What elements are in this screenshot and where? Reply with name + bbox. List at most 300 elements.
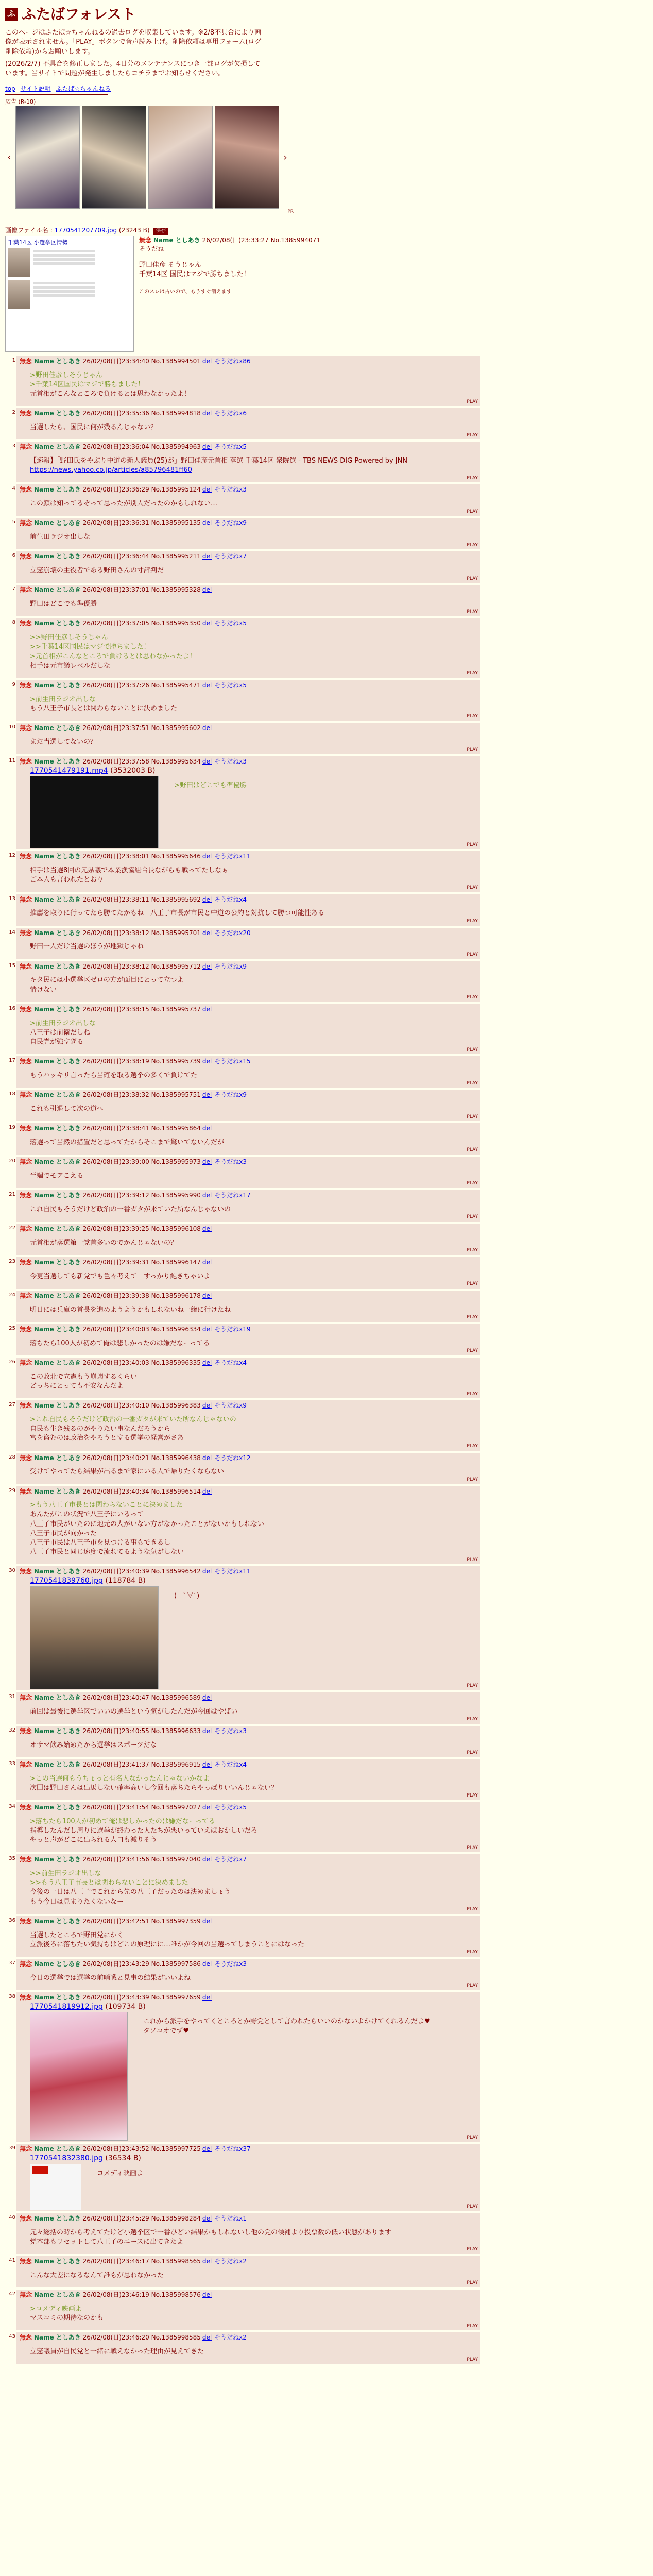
reply-del-link[interactable]: del: [202, 681, 212, 689]
reply-no[interactable]: No.1385996514: [151, 1487, 201, 1495]
reply-del-link[interactable]: del: [202, 962, 212, 970]
reply-subject: 無念: [20, 1568, 32, 1575]
reply-del-link[interactable]: del: [202, 1402, 212, 1410]
notice-text-2: (2026/2/7) 不具合を修正しました。4日分のメンテナンスにつき一部ログが欠損しています。当サイトで問題が発生しましたらコチラまでお知らせください。: [5, 60, 261, 77]
reply-del-link[interactable]: del: [202, 929, 212, 937]
reply-quote: >前生田ラジオ出しな: [30, 1019, 96, 1027]
play-button[interactable]: PLAY: [467, 1793, 478, 1799]
play-button[interactable]: PLAY: [467, 885, 478, 891]
reply-del-link[interactable]: del: [202, 2214, 212, 2222]
reply-file-info: [20, 2002, 477, 2012]
reply-del-link[interactable]: del: [202, 1359, 212, 1366]
reply-no[interactable]: No.1385995211: [151, 553, 201, 561]
reply-row: [5, 1566, 648, 1690]
play-button[interactable]: PLAY: [467, 1047, 478, 1053]
reply-no[interactable]: No.1385995692: [151, 895, 201, 903]
reply-name: Name としあき: [33, 2257, 81, 2265]
reply-index: 38: [9, 1994, 15, 2000]
reply-name: Name としあき: [33, 929, 81, 937]
play-button[interactable]: PLAY: [467, 1683, 478, 1689]
play-button[interactable]: PLAY: [467, 1750, 478, 1756]
reply-del-link[interactable]: del: [202, 553, 212, 561]
banner-image[interactable]: [82, 106, 146, 209]
reply-no[interactable]: No.1385995864: [151, 1125, 201, 1132]
reply-del-link[interactable]: del: [202, 443, 212, 451]
reply-del-link[interactable]: del: [202, 2291, 212, 2298]
play-button[interactable]: PLAY: [467, 2357, 478, 2362]
op-file-link[interactable]: 1770541207709.jpg: [54, 226, 117, 234]
reply-del-link[interactable]: del: [202, 1760, 212, 1768]
reply-date: 26/02/08(日)23:39:31: [82, 1259, 149, 1266]
reply-row: [5, 1056, 648, 1088]
reply-no[interactable]: No.1385995737: [151, 1005, 201, 1013]
reply-sodane[interactable]: そうだねx7: [214, 553, 247, 561]
reply-row: [5, 928, 648, 959]
reply-del-link[interactable]: del: [202, 1125, 212, 1132]
play-button[interactable]: PLAY: [467, 952, 478, 957]
reply-text: 野田はどこでも準優勝: [30, 600, 97, 608]
play-button[interactable]: PLAY: [467, 1214, 478, 1220]
reply-header: [20, 724, 477, 733]
reply-no[interactable]: No.1385998284: [151, 2214, 201, 2222]
reply-post: [16, 1759, 480, 1800]
reply-no[interactable]: No.1385995990: [151, 1192, 201, 1199]
image-thumbnail[interactable]: [30, 2164, 81, 2210]
reply-del-link[interactable]: del: [202, 2145, 212, 2153]
reply-del-link[interactable]: del: [202, 895, 212, 903]
reply-sodane[interactable]: そうだねx1: [214, 2214, 247, 2222]
reply-file-info: [20, 2154, 477, 2164]
reply-del-link[interactable]: del: [202, 1259, 212, 1266]
reply-text: 指導したんだし周りに選挙が終わった人たちが悪いっていえばおかしいだろ やっと声がどこに出られる人口も減りそう: [30, 1826, 257, 1844]
nav-about-link[interactable]: サイト説明: [20, 85, 51, 93]
reply-no[interactable]: No.1385994501: [151, 357, 201, 365]
play-button[interactable]: PLAY: [467, 747, 478, 753]
play-button[interactable]: PLAY: [467, 919, 478, 924]
reply-text: 【速報】「野田氏をやぶり中道の新人議員(25)が」野田佳彦元首相 落選 千葉14区 衆院選 - TBS NEWS DIG Powered by JNN: [30, 457, 408, 465]
reply-sodane[interactable]: そうだねx2: [214, 2257, 247, 2265]
reply-name: Name としあき: [33, 1693, 81, 1701]
reply-no[interactable]: No.1385996542: [151, 1568, 201, 1575]
reply-no[interactable]: No.1385998576: [151, 2291, 201, 2298]
reply-no[interactable]: No.1385997359: [151, 1917, 201, 1925]
reply-text: これ自民もそうだけど政治の一番ガタが来ていた所なんじゃないの: [30, 1205, 231, 1213]
reply-sodane[interactable]: そうだねx4: [214, 895, 247, 903]
reply-header: [20, 2214, 477, 2223]
reply-date: 26/02/08(日)23:40:10: [82, 1402, 149, 1410]
reply-del-link[interactable]: del: [202, 758, 212, 766]
reply-no[interactable]: No.1385998585: [151, 2334, 201, 2342]
op-sodane[interactable]: そうだね: [139, 245, 164, 252]
reply-sodane[interactable]: そうだねx3: [214, 486, 247, 494]
reply-no[interactable]: No.1385996178: [151, 1292, 201, 1300]
reply-row: [5, 756, 648, 849]
reply-row: [5, 1324, 648, 1355]
reply-file-link[interactable]: 1770541479191.mp4: [30, 766, 108, 775]
reply-subject: 無念: [20, 1125, 32, 1132]
reply-no[interactable]: No.1385994963: [151, 443, 201, 451]
play-button[interactable]: PLAY: [467, 842, 478, 848]
reply-subject: 無念: [20, 1005, 32, 1013]
reply-no[interactable]: No.1385996589: [151, 1693, 201, 1701]
reply-quote: >前生田ラジオ出しな: [30, 695, 96, 703]
video-thumbnail[interactable]: [30, 776, 159, 848]
reply-no[interactable]: No.1385996335: [151, 1359, 201, 1366]
reply-no[interactable]: No.1385996334: [151, 1326, 201, 1333]
reply-no[interactable]: No.1385998565: [151, 2257, 201, 2265]
op-content: [139, 236, 320, 352]
reply-index: 23: [9, 1259, 15, 1265]
reply-no[interactable]: No.1385995973: [151, 1158, 201, 1166]
reply-row: [5, 585, 648, 616]
reply-sodane[interactable]: そうだねx5: [214, 620, 247, 628]
play-button[interactable]: PLAY: [467, 509, 478, 514]
reply-subject: 無念: [20, 486, 32, 494]
reply-file-link[interactable]: 1770541819912.jpg: [30, 2002, 103, 2011]
reply-no[interactable]: No.1385997040: [151, 1856, 201, 1863]
play-button[interactable]: PLAY: [467, 432, 478, 438]
reply-del-link[interactable]: del: [202, 1856, 212, 1863]
reply-subject: 無念: [20, 929, 32, 937]
reply-file-size: (118784 B): [105, 1577, 146, 1585]
reply-row: [5, 1123, 648, 1155]
reply-file-info: [20, 766, 477, 776]
reply-sodane[interactable]: そうだねx5: [214, 1803, 247, 1811]
play-button[interactable]: PLAY: [467, 1845, 478, 1851]
reply-body: [20, 1267, 477, 1287]
banner-next-icon[interactable]: ›: [283, 151, 287, 163]
reply-sodane[interactable]: そうだねx6: [214, 410, 247, 417]
play-button[interactable]: PLAY: [467, 1907, 478, 1912]
reply-del-link[interactable]: del: [202, 1487, 212, 1495]
play-button[interactable]: PLAY: [467, 1950, 478, 1955]
reply-subject: 無念: [20, 1192, 32, 1199]
reply-no[interactable]: No.1385995350: [151, 620, 201, 628]
reply-name: Name としあき: [33, 1994, 81, 2002]
reply-file-size: (3532003 B): [110, 766, 156, 775]
reply-del-link[interactable]: del: [202, 2334, 212, 2342]
reply-sodane[interactable]: そうだねx17: [214, 1192, 251, 1199]
reply-body: [164, 776, 247, 848]
reply-sodane[interactable]: そうだねx9: [214, 962, 247, 970]
reply-post: [16, 1726, 480, 1757]
play-button[interactable]: PLAY: [467, 1477, 478, 1482]
reply-post: [16, 1004, 480, 1054]
reply-post: [16, 2256, 480, 2287]
nav-top-link[interactable]: top: [5, 85, 15, 93]
reply-name: Name としあき: [33, 1259, 81, 1266]
reply-no[interactable]: No.1385995135: [151, 519, 201, 527]
reply-no[interactable]: No.1385996438: [151, 1454, 201, 1462]
reply-subject: 無念: [20, 962, 32, 970]
reply-index: 7: [12, 586, 15, 592]
play-button[interactable]: PLAY: [467, 1248, 478, 1253]
reply-del-link[interactable]: del: [202, 1292, 212, 1300]
reply-sodane[interactable]: そうだねx11: [214, 1568, 251, 1575]
reply-no[interactable]: No.1385995739: [151, 1058, 201, 1065]
play-button[interactable]: PLAY: [467, 1348, 478, 1354]
reply-name: Name としあき: [33, 1125, 81, 1132]
op-save-button[interactable]: 保存: [153, 228, 168, 235]
play-button[interactable]: PLAY: [467, 2280, 478, 2286]
reply-subject: 無念: [20, 1058, 32, 1065]
reply-subject: 無念: [20, 2291, 32, 2298]
reply-text: この顔は知ってるぞって思ったが別人だったのかもしれない…: [30, 500, 218, 508]
reply-del-link[interactable]: del: [202, 519, 212, 527]
reply-name: Name としあき: [33, 1454, 81, 1462]
reply-header: [20, 1225, 477, 1233]
reply-sodane[interactable]: そうだねx86: [214, 357, 251, 365]
reply-no[interactable]: No.1385996915: [151, 1760, 201, 1768]
play-button[interactable]: PLAY: [467, 475, 478, 481]
reply-sodane[interactable]: そうだねx3: [214, 1158, 247, 1166]
reply-del-link[interactable]: del: [202, 586, 212, 594]
reply-file-link[interactable]: 1770541832380.jpg: [30, 2154, 103, 2163]
reply-no[interactable]: No.1385996147: [151, 1259, 201, 1266]
reply-row: [5, 1916, 648, 1957]
image-thumbnail[interactable]: [30, 1586, 159, 1689]
reply-del-link[interactable]: del: [202, 1326, 212, 1333]
reply-text: これから派手をやってくところとか野党として言われたらいいのかないよかけてくれるんだよ♥ タソコオでず♥: [143, 2018, 431, 2035]
reply-no[interactable]: No.1385995712: [151, 962, 201, 970]
reply-no[interactable]: No.1385994818: [151, 410, 201, 417]
play-button[interactable]: PLAY: [467, 995, 478, 1001]
reply-header: [20, 1693, 477, 1702]
play-button[interactable]: PLAY: [467, 542, 478, 548]
reply-date: 26/02/08(日)23:38:19: [82, 1058, 149, 1065]
reply-sodane[interactable]: そうだねx3: [214, 1727, 247, 1735]
reply-body: [20, 2266, 477, 2286]
reply-header: [20, 619, 477, 628]
play-button[interactable]: PLAY: [467, 575, 478, 581]
reply-del-link[interactable]: del: [202, 2257, 212, 2265]
play-button[interactable]: PLAY: [467, 2134, 478, 2140]
reply-sodane[interactable]: そうだねx7: [214, 1856, 247, 1863]
reply-body: [20, 2223, 477, 2253]
reply-header: [20, 2291, 477, 2299]
reply-body: [164, 1586, 199, 1689]
reply-subject: 無念: [20, 1292, 32, 1300]
reply-sodane[interactable]: そうだねx9: [214, 1091, 247, 1099]
reply-post: [16, 2144, 480, 2211]
site-title[interactable]: ふたばフォレスト: [22, 6, 136, 23]
reply-del-link[interactable]: del: [202, 1058, 212, 1065]
reply-sodane[interactable]: そうだねx3: [214, 1960, 247, 1968]
reply-del-link[interactable]: del: [202, 486, 212, 494]
reply-index: 39: [9, 2145, 15, 2151]
reply-del-link[interactable]: del: [202, 1005, 212, 1013]
reply-sodane[interactable]: そうだねx37: [214, 2145, 251, 2153]
reply-del-link[interactable]: del: [202, 1727, 212, 1735]
reply-index: 16: [9, 1005, 15, 1011]
reply-subject: 無念: [20, 681, 32, 689]
reply-body: [20, 1300, 477, 1321]
reply-date: 26/02/08(日)23:43:39: [82, 1994, 149, 2002]
reply-sodane[interactable]: そうだねx4: [214, 1760, 247, 1768]
reply-header: [20, 1091, 477, 1099]
reply-no[interactable]: No.1385995634: [151, 758, 201, 766]
reply-name: Name としあき: [33, 1803, 81, 1811]
reply-del-link[interactable]: del: [202, 853, 212, 860]
play-button[interactable]: PLAY: [467, 671, 478, 676]
reply-del-link[interactable]: del: [202, 410, 212, 417]
reply-del-link[interactable]: del: [202, 1568, 212, 1575]
reply-name: Name としあき: [33, 519, 81, 527]
banner-image[interactable]: [148, 106, 213, 209]
reply-no[interactable]: No.1385997725: [151, 2145, 201, 2153]
reply-del-link[interactable]: del: [202, 1158, 212, 1166]
reply-sodane[interactable]: そうだねx9: [214, 1402, 247, 1410]
reply-no[interactable]: No.1385995751: [151, 1091, 201, 1099]
op-file-info: [5, 226, 648, 235]
op-image-row: [8, 280, 131, 309]
play-button[interactable]: PLAY: [467, 1281, 478, 1287]
reply-text: 半端でモアこえる: [30, 1172, 84, 1180]
reply-index: 5: [12, 519, 15, 526]
reply-sodane[interactable]: そうだねx15: [214, 1058, 251, 1065]
play-button[interactable]: PLAY: [467, 2204, 478, 2210]
reply-date: 26/02/08(日)23:36:44: [82, 553, 149, 561]
reply-body: [20, 451, 477, 481]
reply-del-link[interactable]: del: [202, 1994, 212, 2002]
reply-del-link[interactable]: del: [202, 1803, 212, 1811]
play-button[interactable]: PLAY: [467, 609, 478, 615]
banner-prev-icon[interactable]: ‹: [7, 151, 11, 163]
reply-text: ( ﾟ∀ﾟ): [174, 1591, 200, 1600]
play-button[interactable]: PLAY: [467, 1391, 478, 1397]
banner-carousel: [5, 106, 294, 209]
reply-header: [20, 1760, 477, 1769]
reply-no[interactable]: No.1385996383: [151, 1402, 201, 1410]
reply-no[interactable]: No.1385997586: [151, 1960, 201, 1968]
reply-del-link[interactable]: del: [202, 620, 212, 628]
reply-index: 12: [9, 853, 15, 859]
play-button[interactable]: PLAY: [467, 1114, 478, 1120]
reply-del-link[interactable]: del: [202, 1454, 212, 1462]
reply-body: [133, 2012, 431, 2141]
reply-del-link[interactable]: del: [202, 1192, 212, 1199]
reply-body: [20, 1969, 477, 1989]
reply-text: 今日の選挙では選挙の前哨戦と見事の結果がいいよね: [30, 1974, 191, 1982]
reply-sodane[interactable]: そうだねx4: [214, 1359, 247, 1366]
reply-no[interactable]: No.1385997027: [151, 1803, 201, 1811]
op-image[interactable]: [5, 236, 134, 352]
reply-sodane[interactable]: そうだねx12: [214, 1454, 251, 1462]
play-button[interactable]: PLAY: [467, 1557, 478, 1563]
reply-text: マスコミの期待なのかも: [30, 2314, 104, 2322]
reply-row: [5, 2213, 648, 2254]
reply-post: [16, 2290, 480, 2330]
reply-del-link[interactable]: del: [202, 1091, 212, 1099]
image-thumbnail[interactable]: [30, 2012, 128, 2141]
reply-sodane[interactable]: そうだねx20: [214, 929, 251, 937]
reply-sodane[interactable]: そうだねx5: [214, 681, 247, 689]
reply-del-link[interactable]: del: [202, 357, 212, 365]
reply-sodane[interactable]: そうだねx3: [214, 758, 247, 766]
reply-date: 26/02/08(日)23:41:56: [82, 1856, 149, 1863]
reply-row: [5, 1400, 648, 1450]
play-button[interactable]: PLAY: [467, 2323, 478, 2329]
reply-sodane[interactable]: そうだねx9: [214, 519, 247, 527]
reply-quote: >>前生田ラジオ出しな >>もう八王子市長とは関わらないことに決めました: [30, 1870, 188, 1887]
reply-del-link[interactable]: del: [202, 724, 212, 732]
reply-post: [16, 408, 480, 439]
reply-quote: >野田佳彦しそうじゃん >千葉14区国民はマジで勝ちました！: [30, 371, 145, 388]
reply-text: 元首相がこんなところで負けるとは思わなかったよ！: [30, 390, 191, 398]
reply-del-link[interactable]: del: [202, 1225, 212, 1233]
reply-sodane[interactable]: そうだねx5: [214, 443, 247, 451]
reply-header: [20, 1960, 477, 1969]
op-no[interactable]: No.1385994071: [270, 236, 320, 244]
reply-header: [20, 1359, 477, 1367]
reply-row: [5, 1802, 648, 1852]
reply-sodane[interactable]: そうだねx11: [214, 853, 251, 860]
reply-text: 相手は当選8回の元県議で本業漁協組合長ながらも戦ってたしなぁ ご本人も言われたとおり: [30, 867, 229, 884]
reply-row: [5, 442, 648, 482]
reply-row: [5, 1224, 648, 1255]
reply-no[interactable]: No.1385996108: [151, 1225, 201, 1233]
reply-no[interactable]: No.1385995701: [151, 929, 201, 937]
play-button[interactable]: PLAY: [467, 399, 478, 404]
play-button[interactable]: PLAY: [467, 1080, 478, 1086]
reply-row: [5, 1486, 648, 1565]
reply-no[interactable]: No.1385995471: [151, 681, 201, 689]
reply-name: Name としあき: [33, 895, 81, 903]
reply-file-size: (109734 B): [105, 2002, 146, 2011]
reply-media: [20, 1586, 477, 1689]
banner-image[interactable]: [15, 106, 80, 209]
reply-no[interactable]: No.1385997659: [151, 1994, 201, 2002]
reply-del-link[interactable]: del: [202, 1960, 212, 1968]
reply-name: Name としあき: [33, 2334, 81, 2342]
reply-index: 21: [9, 1192, 15, 1198]
reply-link[interactable]: https://news.yahoo.co.jp/articles/a85796481ff60: [30, 466, 192, 474]
reply-body: [20, 1166, 477, 1187]
reply-text: 立憲崩壊の主役者である野田さんの寸評判だ: [30, 567, 164, 575]
reply-body: [20, 628, 477, 677]
reply-header: [20, 2145, 477, 2154]
reply-no[interactable]: No.1385995602: [151, 724, 201, 732]
nav-futaba-link[interactable]: ふたば☆ちゃんねる: [56, 85, 111, 93]
reply-no[interactable]: No.1385995646: [151, 853, 201, 860]
reply-del-link[interactable]: del: [202, 1917, 212, 1925]
reply-media: [20, 2164, 477, 2210]
reply-post: [16, 1916, 480, 1957]
play-button[interactable]: PLAY: [467, 714, 478, 719]
reply-index: 37: [9, 1960, 15, 1967]
reply-no[interactable]: No.1385995124: [151, 486, 201, 494]
play-button[interactable]: PLAY: [467, 1717, 478, 1722]
reply-del-link[interactable]: del: [202, 1693, 212, 1701]
play-button[interactable]: PLAY: [467, 1983, 478, 1989]
reply-subject: 無念: [20, 1402, 32, 1410]
play-button[interactable]: PLAY: [467, 2247, 478, 2252]
reply-index: 42: [9, 2291, 15, 2297]
banner-image[interactable]: [215, 106, 279, 209]
reply-no[interactable]: No.1385996633: [151, 1727, 201, 1735]
play-button[interactable]: PLAY: [467, 1147, 478, 1153]
reply-header: [20, 1124, 477, 1133]
reply-subject: 無念: [20, 1917, 32, 1925]
play-button[interactable]: PLAY: [467, 1181, 478, 1187]
reply-date: 26/02/08(日)23:36:29: [82, 486, 149, 494]
reply-sodane[interactable]: そうだねx19: [214, 1326, 251, 1333]
play-button[interactable]: PLAY: [467, 1315, 478, 1320]
reply-file-link[interactable]: 1770541839760.jpg: [30, 1577, 103, 1585]
play-button[interactable]: PLAY: [467, 1443, 478, 1449]
reply-sodane[interactable]: そうだねx2: [214, 2334, 247, 2342]
reply-no[interactable]: No.1385995328: [151, 586, 201, 594]
